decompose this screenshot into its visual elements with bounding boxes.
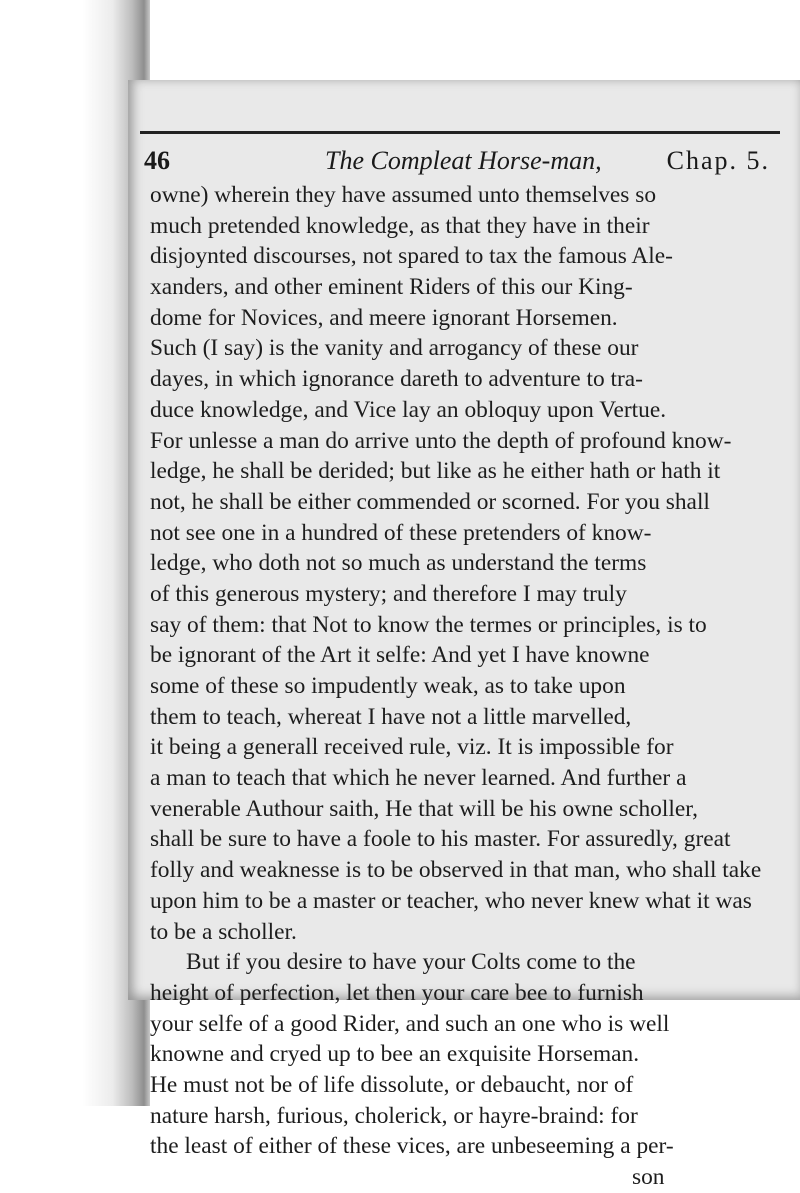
text-line: be ignorant of the Art it selfe: And yet I have knowne	[150, 642, 650, 669]
text-line: shall be sure to have a foole to his master. For assuredly, great	[150, 826, 731, 853]
text-line: duce knowledge, and Vice lay an obloquy upon Vertue.	[150, 396, 667, 423]
text-line: your selfe of a good Rider, and such an one who is well	[150, 1010, 670, 1037]
text-line: some of these so impudently weak, as to take upon	[150, 673, 626, 699]
text-line: disjoynted discourses, not spared to tax the famous Ale-	[150, 243, 673, 270]
text-line: not see one in a hundred of these pretenders of know-	[150, 519, 652, 546]
header-rule	[140, 131, 780, 134]
page-number: 46	[144, 146, 170, 175]
page-header	[140, 138, 780, 182]
text-line: of this generous mystery; and therefore I may truly	[150, 580, 627, 607]
text-line: knowne and cryed up to bee an exquisite Horseman.	[150, 1041, 640, 1068]
text-line: a man to teach that which he never learned. And further a	[150, 765, 687, 792]
chapter-label: Chap. 5.	[666, 146, 770, 175]
text-line: height of perfection, let then your care bee to furnish	[150, 979, 644, 1006]
text-line: He must not be of life dissolute, or debaucht, nor of	[150, 1071, 634, 1098]
text-line: them to teach, whereat I have not a little marvelled,	[150, 703, 632, 730]
text-line: much pretended knowledge, as that they have in their	[150, 212, 650, 239]
text-line: For unlesse a man do arrive unto the depth of profound know-	[150, 427, 732, 454]
text-line: But if you desire to have your Colts come to the	[186, 949, 636, 976]
text-line: ledge, he shall be derided; but like as he either hath or hath it	[150, 458, 721, 485]
catchword: son	[632, 1164, 665, 1190]
text-line: Such (I say) is the vanity and arrogancy of these our	[150, 335, 639, 362]
text-line: nature harsh, furious, cholerick, or hayre-braind: for	[150, 1102, 638, 1129]
text-line: it being a generall received rule, viz. It is impossible for	[150, 734, 674, 761]
text-line: venerable Authour saith, He that will be his owne scholler,	[150, 795, 698, 822]
text-line: dayes, in which ignorance dareth to adventure to tra-	[150, 366, 643, 393]
text-line: not, he shall be either commended or scorned. For you shall	[150, 488, 710, 515]
text-line: to be a scholler.	[150, 918, 297, 945]
text-line: dome for Novices, and meere ignorant Horsemen.	[150, 304, 618, 331]
text-line: upon him to be a master or teacher, who never knew what it was	[150, 887, 752, 914]
text-line: folly and weaknesse is to be observed in that man, who shall take	[150, 857, 762, 884]
text-line: xanders, and other eminent Riders of this our King-	[150, 274, 633, 301]
text-line: the least of either of these vices, are unbeseeming a per-	[150, 1133, 674, 1160]
text-line: ledge, who doth not so much as understand the terms	[150, 550, 647, 577]
running-title: The Compleat Horse-man,	[325, 146, 602, 175]
page-body	[150, 180, 780, 1193]
text-line: say of them: that Not to know the termes or principles, is to	[150, 611, 707, 638]
text-line: owne) wherein they have assumed unto themselves so	[150, 182, 657, 208]
